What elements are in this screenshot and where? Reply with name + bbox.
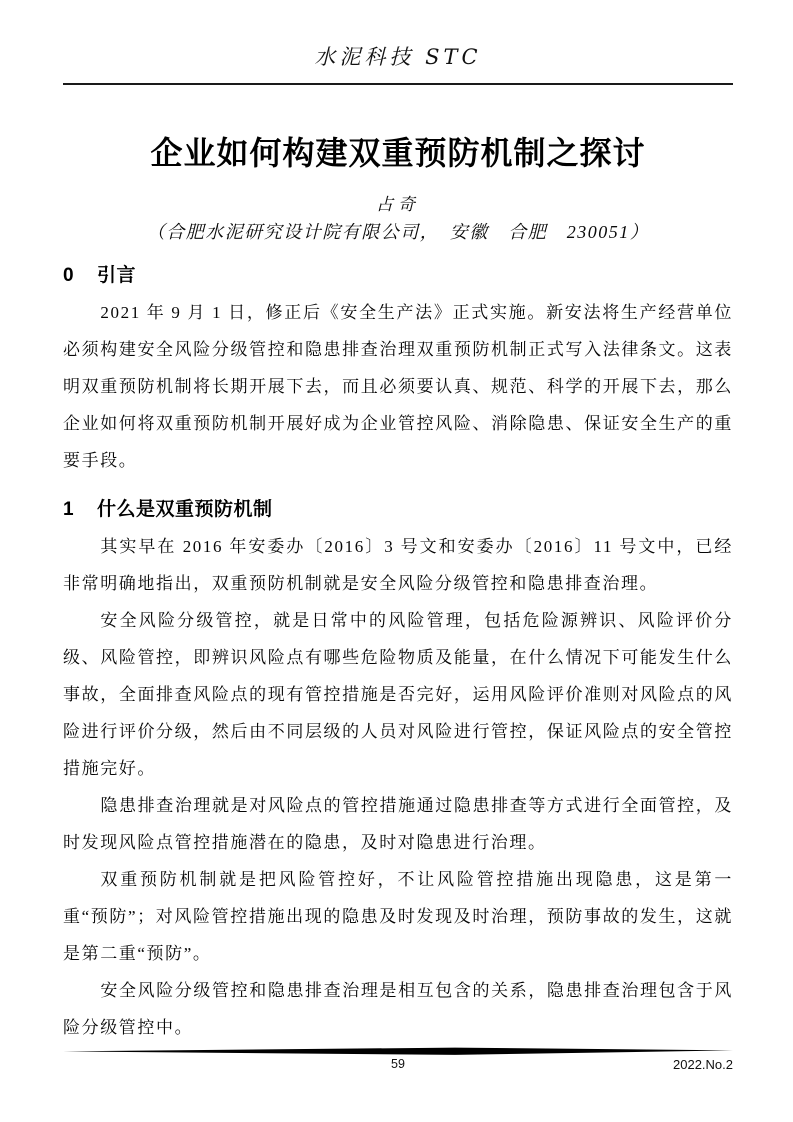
- body-paragraph: 安全风险分级管控和隐患排查治理是相互包含的关系，隐患排查治理包含于风险分级管控中。: [63, 981, 733, 1037]
- journal-title: 水泥科技 STC: [314, 45, 482, 69]
- section-heading: [63, 257, 733, 294]
- journal-header: [63, 0, 733, 85]
- page-number: 59: [391, 1057, 405, 1071]
- article-title: 企业如何构建双重预防机制之探讨: [150, 135, 646, 171]
- section-title: 什么是双重预防机制: [97, 499, 273, 520]
- section-number: 0: [63, 265, 75, 286]
- body-paragraph: 安全风险分级管控，就是日常中的风险管理，包括危险源辨识、风险评价分级、风险管控，即辨识风险点有哪些危险物质及能量，在什么情况下可能发生什么事故，全面排查风险点的现有管控措施是否完好，运用风险评价准则对风险点的风险进行评价分级，然后由不同层级的人员对风险进行管控，保证风险点的安全管控措施完好。: [63, 611, 733, 778]
- article-body: [63, 257, 733, 1046]
- article-section: [63, 491, 733, 1046]
- section-number: 1: [63, 499, 75, 520]
- author-affiliation: （合肥水泥研究设计院有限公司， 安徽 合肥 230051）: [146, 222, 650, 242]
- page-footer: [63, 1047, 733, 1077]
- article-section: [63, 257, 733, 479]
- issue-label: 2022.No.2: [673, 1057, 733, 1072]
- author-name: 占奇: [376, 195, 420, 214]
- section-title: 引言: [97, 265, 137, 286]
- body-paragraph: 2021 年 9 月 1 日，修正后《安全生产法》正式实施。新安法将生产经营单位必须构建安全风险分级管控和隐患排查治理双重预防机制正式写入法律条文。这表明双重预防机制将长期开展下去，而且必须要认真、规范、科学的开展下去，那么企业如何将双重预防机制开展好成为企业管控风险、消除隐患、保证安全生产的重要手段。: [63, 303, 733, 470]
- section-heading: [63, 491, 733, 528]
- footer-row: [63, 1057, 733, 1077]
- body-paragraph: 双重预防机制就是把风险管控好，不让风险管控措施出现隐患，这是第一重“预防”；对风险管控措施出现的隐患及时发现及时治理，预防事故的发生，这就是第二重“预防”。: [63, 870, 733, 963]
- footer-rule: [63, 1047, 733, 1056]
- body-paragraph: 隐患排查治理就是对风险点的管控措施通过隐患排查等方式进行全面管控，及时发现风险点管控措施潜在的隐患，及时对隐患进行治理。: [63, 796, 733, 852]
- body-paragraph: 其实早在 2016 年安委办〔2016〕3 号文和安委办〔2016〕11 号文中，已经非常明确地指出，双重预防机制就是安全风险分级管控和隐患排查治理。: [63, 537, 733, 593]
- header-rule: [63, 83, 733, 85]
